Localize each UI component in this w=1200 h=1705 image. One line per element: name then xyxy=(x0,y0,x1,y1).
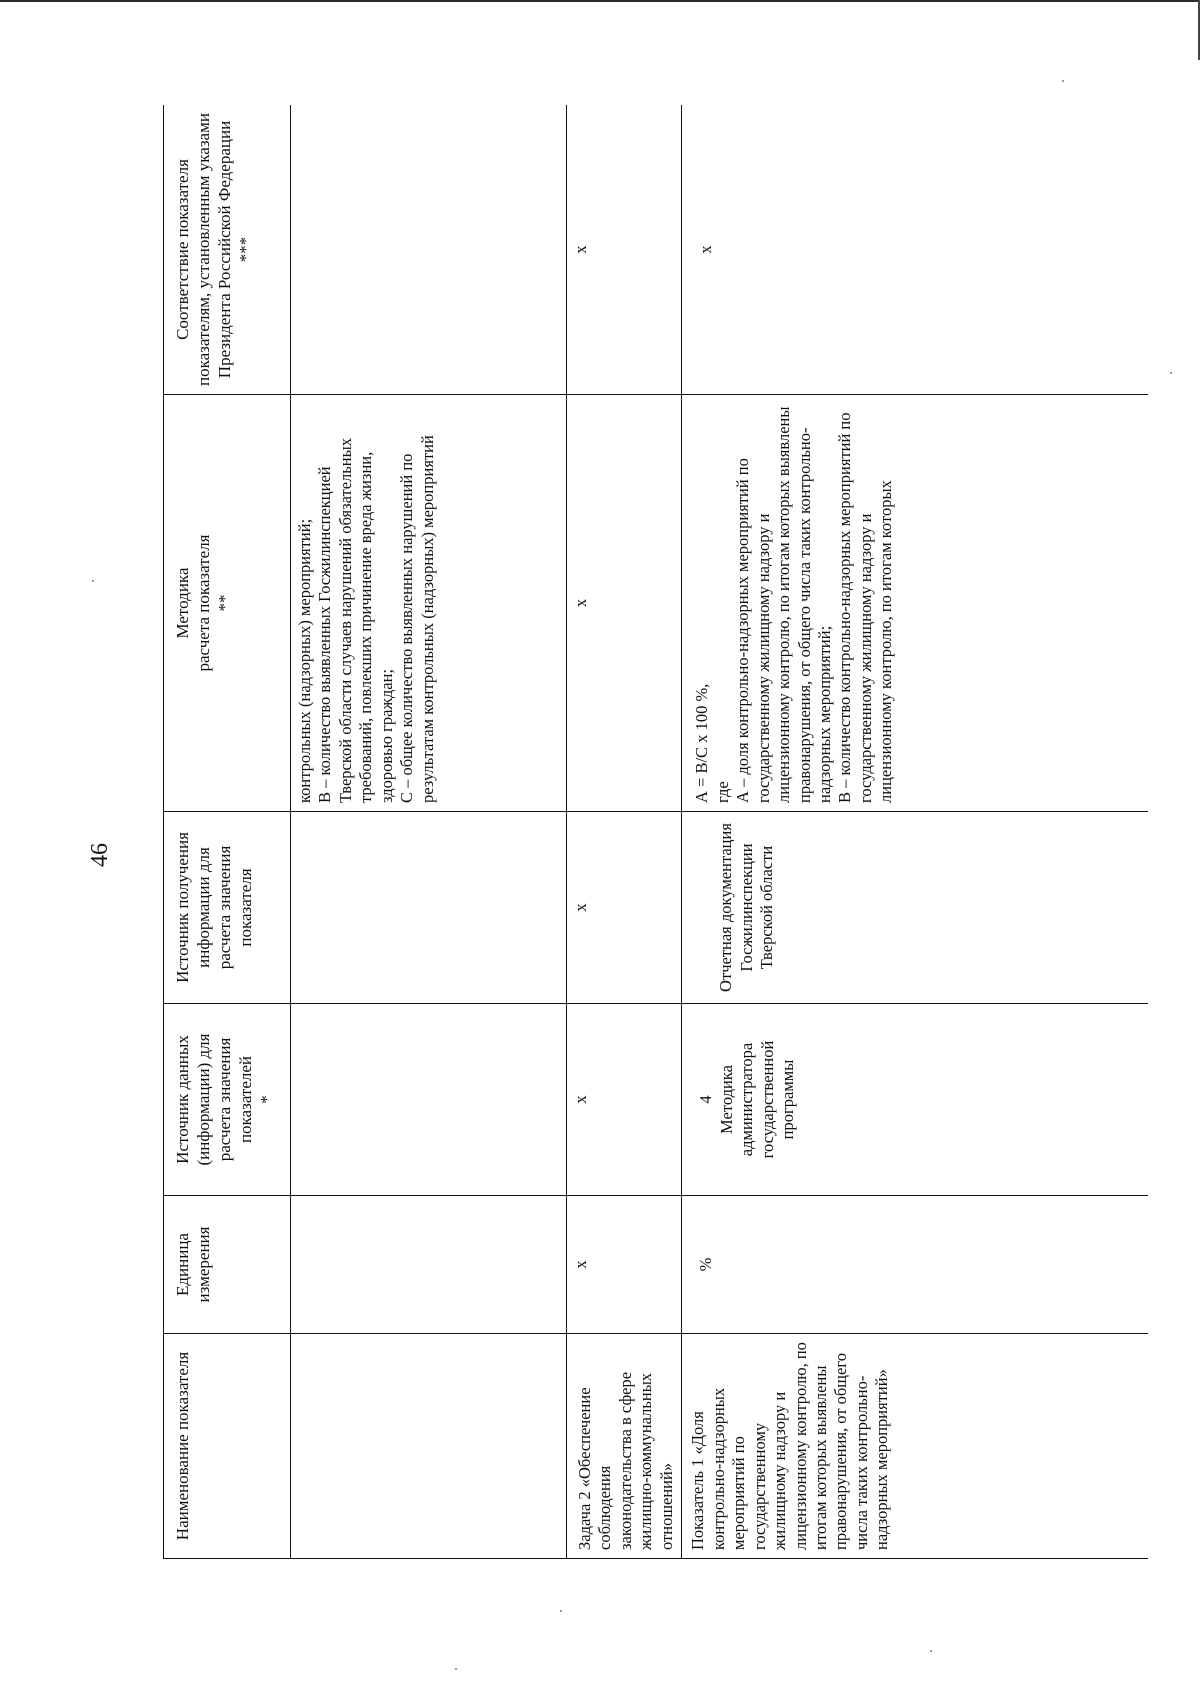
scan-speck xyxy=(455,1668,457,1670)
table-row xyxy=(291,105,567,1559)
cell-name: Задача 2 «Обеспечение соблюдения законодательства в сфере жилищно-коммунальных отношений» xyxy=(567,1334,682,1559)
cell-decree xyxy=(291,105,567,395)
rotated-table-wrapper xyxy=(163,105,1148,1559)
cell-data-source: 4 Методика администратора государственной программы xyxy=(682,1004,1148,1196)
cell-unit: х xyxy=(567,1196,682,1334)
scan-speck xyxy=(1062,80,1064,82)
scan-speck xyxy=(930,1650,932,1652)
cell-method: А = В/С х 100 %, где А – доля контрольно-надзорных мероприятий по государственному жилищному надзору и лицензионному контролю, по итогам которых выявлены правонарушения, от общего числа таких контрольно-надзорных мероприятий; В – количество контрольно-надзорных мероприятий по государственному жилищному надзору и лицензионному контролю, по итогам которых xyxy=(682,395,1148,812)
cell-name: Показатель 1 «Доля контрольно-надзорных мероприятий по государственному жилищному надзору и лицензионному контролю, по итогам которых выявлены правонарушения, от общего числа таких контрольно-надзорных мероприятий» xyxy=(682,1334,1148,1559)
header-data-source: Источник данных (информации) для расчета значения показателей * xyxy=(164,1004,291,1196)
header-indicator-name: Наименование показателя xyxy=(164,1334,291,1559)
cell-info-source xyxy=(291,812,567,1004)
scan-speck xyxy=(560,1610,562,1612)
header-decree: Соответствие показателя показателям, установленным указами Президента Российской Федерации *** xyxy=(164,105,291,395)
scan-edge xyxy=(0,0,1200,2)
scan-speck xyxy=(92,580,94,582)
cell-decree: х xyxy=(682,105,1148,395)
cell-data-source xyxy=(291,1004,567,1196)
cell-method: контрольных (надзорных) мероприятий; В – количество выявленных Госжилинспекцией Тверской области случаев нарушений обязательных требований, повлекших причинение вреда жизни, здоровью граждан; С – общее количество выявленных нарушений по результатам контрольных (надзорных) мероприятий xyxy=(291,395,567,812)
cell-unit: % xyxy=(682,1196,1148,1334)
cell-unit xyxy=(291,1196,567,1334)
cell-info-source: Отчетная документация Госжилинспекции Тверской области xyxy=(682,812,1148,1004)
cell-method: х xyxy=(567,395,682,812)
rotated-content xyxy=(163,105,1148,1559)
header-row xyxy=(164,105,291,1559)
table-row xyxy=(567,105,682,1559)
indicators-table xyxy=(163,105,1148,1559)
cell-data-source: х xyxy=(567,1004,682,1196)
page-number: 46 xyxy=(87,843,113,867)
table-row xyxy=(682,105,1148,1559)
cell-decree: х xyxy=(567,105,682,395)
cell-name xyxy=(291,1334,567,1559)
cell-info-source: х xyxy=(567,812,682,1004)
header-info-source: Источник получения информации для расчета значения показателя xyxy=(164,812,291,1004)
header-method: Методика расчета показателя ** xyxy=(164,395,291,812)
scan-speck xyxy=(1170,372,1172,374)
header-unit: Единица измерения xyxy=(164,1196,291,1334)
